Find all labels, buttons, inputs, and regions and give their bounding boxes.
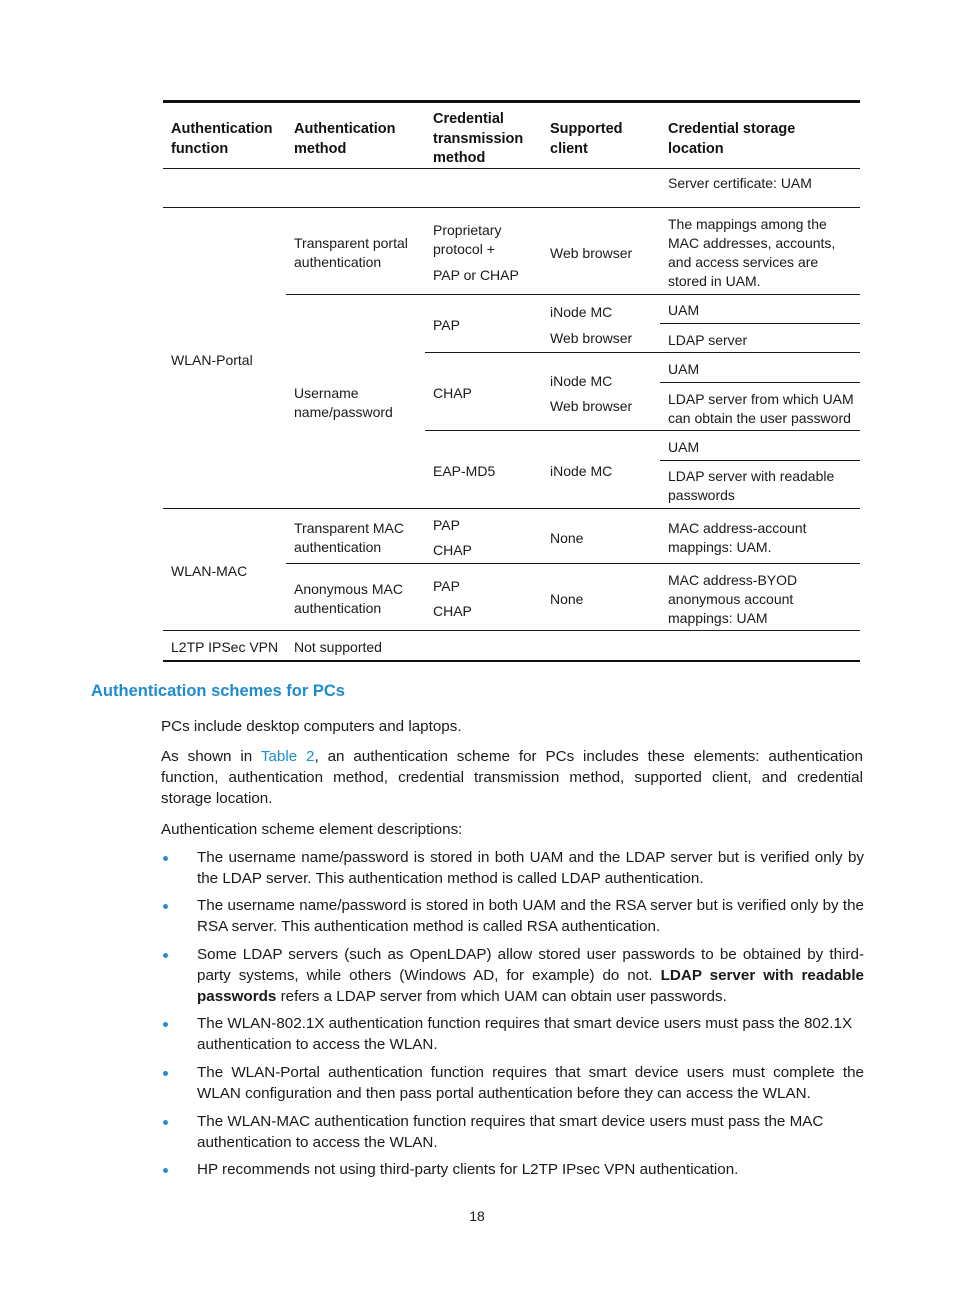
row-divider bbox=[163, 630, 860, 631]
table-bottom-border bbox=[163, 660, 860, 662]
cell-ldap-from-uam bbox=[668, 390, 854, 428]
cell-uam: UAM bbox=[668, 361, 700, 377]
cell-proprietary-protocol bbox=[433, 221, 519, 285]
cell-mac-account bbox=[668, 519, 807, 557]
cell-line: LDAP server from which UAM bbox=[668, 391, 854, 407]
header-divider bbox=[163, 168, 860, 169]
cell-line: mappings: UAM bbox=[668, 610, 768, 626]
list-item-text: refers a LDAP server from which UAM can obtain user passwords. bbox=[276, 988, 727, 1006]
header-storage-location bbox=[668, 120, 795, 159]
row-divider bbox=[425, 352, 860, 353]
bullet-icon bbox=[163, 1120, 168, 1125]
cell-web-browser: Web browser bbox=[550, 245, 633, 261]
cell-chap: CHAP bbox=[433, 542, 472, 558]
cell-pap: PAP bbox=[433, 317, 460, 333]
cell-line: LDAP server with readable bbox=[668, 468, 835, 484]
cell-username-password bbox=[294, 384, 393, 422]
row-divider bbox=[660, 323, 860, 324]
cell-ldap-readable bbox=[668, 467, 834, 505]
cell-web-browser: Web browser bbox=[550, 330, 633, 346]
bullet-icon bbox=[163, 904, 168, 909]
cell-line: Transparent portal bbox=[294, 235, 408, 251]
header-line: transmission bbox=[433, 130, 524, 147]
cell-mappings-uam bbox=[668, 215, 835, 291]
cell-line: Username bbox=[294, 385, 359, 401]
cell-line: Anonymous MAC bbox=[294, 581, 403, 597]
cell-line: passwords bbox=[668, 487, 735, 503]
cell-transparent-mac bbox=[294, 519, 404, 557]
cell-anonymous-mac bbox=[294, 580, 403, 618]
list-item: The WLAN-802.1X authentication function requires that smart device users must pass the 802.1X authentication to access the WLAN. bbox=[197, 1015, 853, 1054]
paragraph-text: As shown in bbox=[161, 748, 261, 765]
bullet-icon bbox=[163, 856, 168, 861]
header-transmission-method bbox=[433, 110, 523, 169]
header-line: location bbox=[668, 140, 724, 157]
cell-inode-mc: iNode MC bbox=[550, 463, 613, 479]
cell-chap: CHAP bbox=[433, 603, 472, 619]
cell-none: None bbox=[550, 530, 584, 546]
bullet-icon bbox=[163, 1168, 168, 1173]
cell-line: protocol + bbox=[433, 241, 495, 257]
cell-line: name/password bbox=[294, 404, 393, 420]
bullet-icon bbox=[163, 1022, 168, 1027]
section-heading: Authentication schemes for PCs bbox=[91, 682, 345, 700]
cell-eap-md5: EAP-MD5 bbox=[433, 463, 496, 479]
cell-pap: PAP bbox=[433, 578, 460, 594]
list-item: HP recommends not using third-party clients for L2TP IPsec VPN authentication. bbox=[197, 1161, 739, 1178]
header-line: Credential storage bbox=[668, 121, 796, 137]
bullet-icon bbox=[163, 1071, 168, 1076]
cell-line: anonymous account bbox=[668, 591, 794, 607]
cell-server-certificate: Server certificate: UAM bbox=[668, 175, 812, 191]
header-line: client bbox=[550, 140, 588, 157]
header-line: Authentication bbox=[171, 121, 273, 137]
cell-wlan-mac: WLAN-MAC bbox=[171, 563, 248, 579]
bold-term: LDAP server with readable passwords bbox=[197, 967, 864, 1006]
bullet-icon bbox=[163, 953, 168, 958]
cell-ldap-server: LDAP server bbox=[668, 332, 748, 348]
list-item: The username name/password is stored in both UAM and the LDAP server but is verified only by the LDAP server. This authentication method is called LDAP authentication. bbox=[197, 849, 864, 888]
cell-not-supported: Not supported bbox=[294, 639, 382, 655]
cell-line: The mappings among the bbox=[668, 216, 827, 232]
cell-l2tp-ipsec-vpn: L2TP IPSec VPN bbox=[171, 639, 279, 655]
header-line: Authentication bbox=[294, 121, 396, 137]
cell-uam: UAM bbox=[668, 302, 700, 318]
list-item: The WLAN-Portal authentication function requires that smart device users must complete the WLAN configuration and then pass portal authentication before they can access the WLAN. bbox=[197, 1064, 864, 1103]
cell-inode-mc: iNode MC bbox=[550, 304, 613, 320]
row-divider bbox=[425, 430, 860, 431]
paragraph-text: , an authentication scheme for PCs includes these elements: authentication function, authentication method, credential transmission method, supported client, and credential storage location. bbox=[161, 748, 863, 808]
cell-line: can obtain the user password bbox=[668, 410, 851, 426]
cell-wlan-portal: WLAN-Portal bbox=[171, 352, 253, 368]
cell-uam: UAM bbox=[668, 439, 700, 455]
table-2-link[interactable]: Table 2 bbox=[260, 748, 315, 765]
paragraph-table-reference bbox=[161, 746, 863, 810]
list-item: The username name/password is stored in both UAM and the RSA server but is verified only by the RSA server. This authentication method is called RSA authentication. bbox=[197, 897, 864, 936]
cell-line: MAC address-BYOD bbox=[668, 572, 798, 588]
header-auth-method bbox=[294, 120, 396, 159]
row-divider bbox=[163, 207, 860, 208]
cell-line: PAP or CHAP bbox=[433, 267, 519, 283]
header-supported-client bbox=[550, 120, 623, 159]
cell-line: and access services are bbox=[668, 254, 819, 270]
row-divider bbox=[286, 563, 860, 564]
cell-line: Proprietary bbox=[433, 222, 502, 238]
cell-transparent-portal bbox=[294, 234, 408, 272]
cell-chap: CHAP bbox=[433, 385, 472, 401]
header-line: Credential bbox=[433, 111, 504, 127]
table-top-border bbox=[163, 100, 860, 103]
page-number: 18 bbox=[469, 1208, 485, 1224]
list-item: The WLAN-MAC authentication function requires that smart device users must pass the MAC authentication to access the WLAN. bbox=[197, 1113, 824, 1152]
cell-line: Transparent MAC bbox=[294, 520, 404, 536]
header-auth-function bbox=[171, 120, 273, 159]
cell-line: authentication bbox=[294, 539, 382, 555]
cell-web-browser: Web browser bbox=[550, 398, 633, 414]
list-item-text: Some LDAP servers (such as OpenLDAP) allow stored user passwords to be obtained by third-party systems, while others (Windows AD, for example) do not. bbox=[197, 946, 864, 985]
cell-line: MAC address-account bbox=[668, 520, 807, 536]
cell-line: MAC addresses, accounts, bbox=[668, 235, 836, 251]
row-divider bbox=[163, 508, 860, 509]
list-item bbox=[197, 944, 864, 1008]
cell-line: stored in UAM. bbox=[668, 273, 761, 289]
paragraph-descriptions-intro: Authentication scheme element descriptions: bbox=[161, 821, 463, 838]
cell-line: mappings: UAM. bbox=[668, 539, 772, 555]
header-line: method bbox=[294, 140, 347, 157]
row-divider bbox=[660, 460, 860, 461]
cell-none: None bbox=[550, 591, 584, 607]
header-line: function bbox=[171, 140, 229, 157]
cell-pap: PAP bbox=[433, 517, 460, 533]
cell-line: authentication bbox=[294, 600, 382, 616]
row-divider bbox=[660, 382, 860, 383]
row-divider bbox=[286, 294, 860, 295]
cell-line: authentication bbox=[294, 254, 382, 270]
header-line: method bbox=[433, 150, 486, 166]
cell-inode-mc: iNode MC bbox=[550, 373, 613, 389]
cell-mac-byod bbox=[668, 571, 797, 628]
header-line: Supported bbox=[550, 121, 623, 137]
paragraph-pcs: PCs include desktop computers and laptops. bbox=[161, 718, 462, 735]
